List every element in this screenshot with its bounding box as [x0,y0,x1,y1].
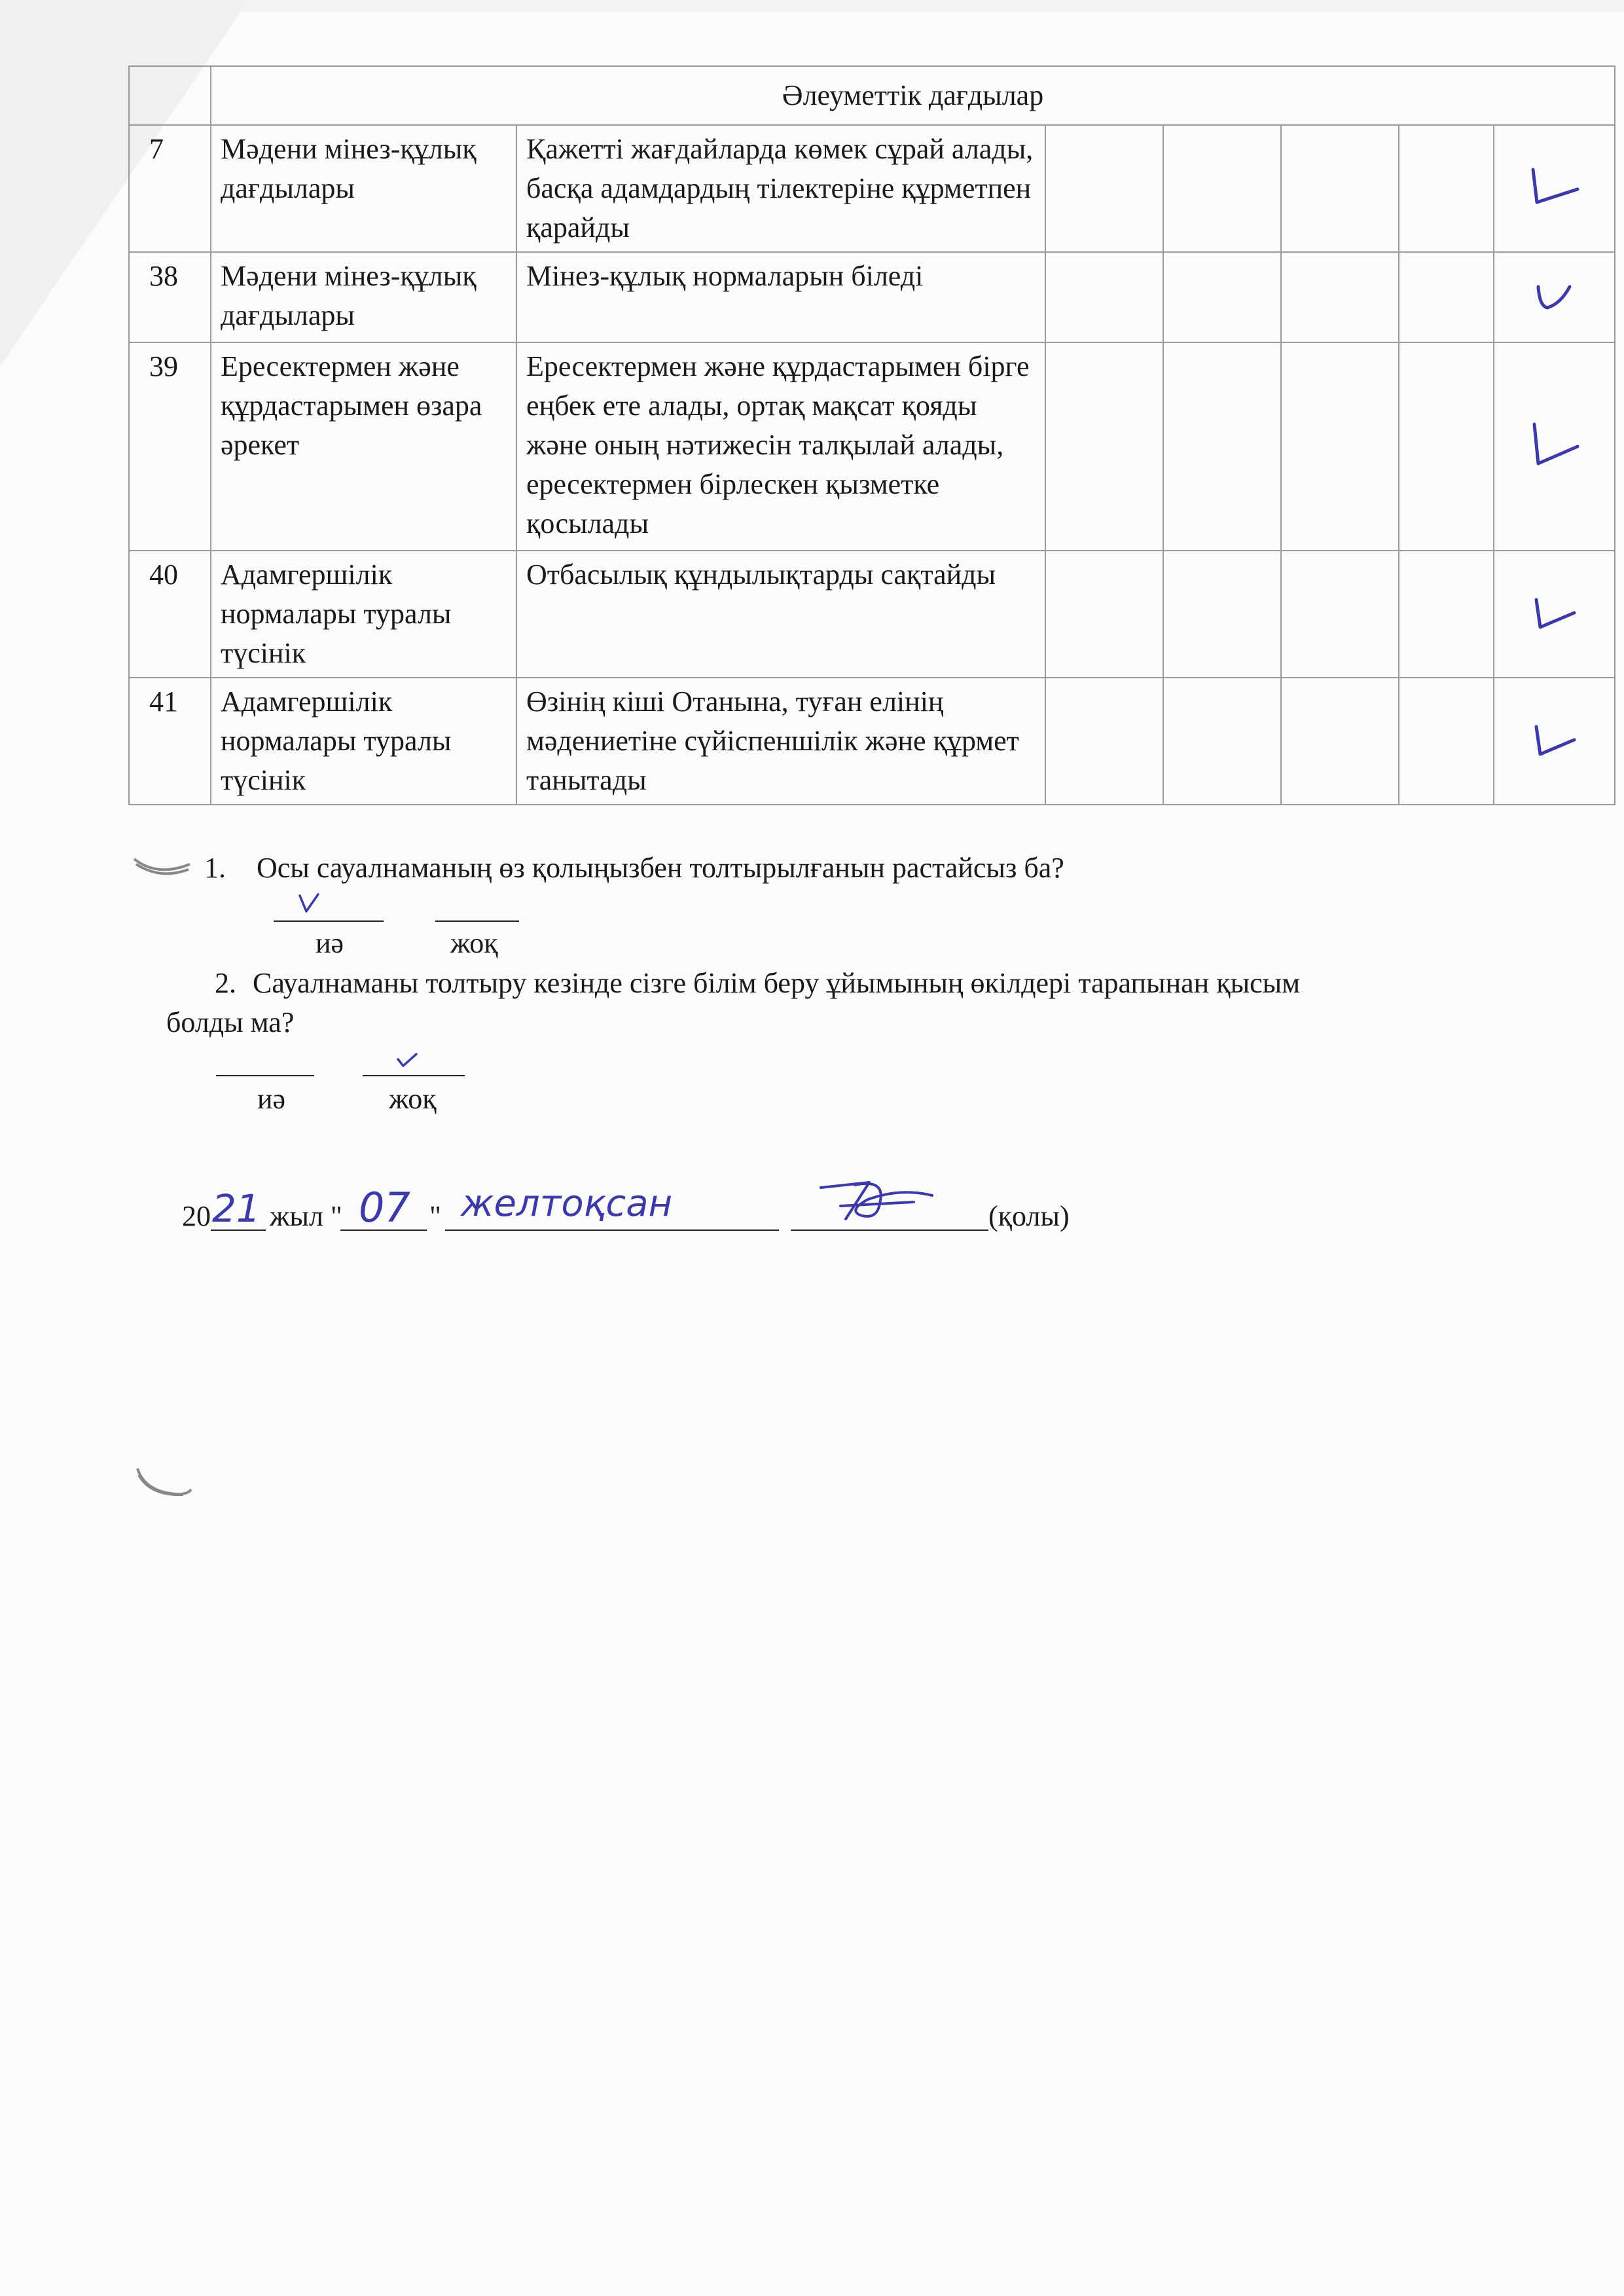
description-cell: Мінез-құлық нормаларын біледі [516,252,1045,342]
year-handwritten: 21 [212,1186,261,1231]
rating-cell-marked[interactable] [1494,252,1615,342]
rating-cell-marked[interactable] [1494,125,1615,252]
skill-cell: Мәдени мінез-құлық дағдылары [211,125,516,252]
rating-cell[interactable] [1163,342,1281,551]
no-label: жоқ [389,1083,437,1115]
check-mark-icon [1525,166,1584,211]
rating-cell[interactable] [1163,678,1281,805]
signature-line[interactable] [791,1230,988,1231]
yes-label: иә [316,927,344,959]
skills-table [128,65,1615,805]
signature-icon [809,1173,940,1239]
rating-cell-marked[interactable] [1494,551,1615,678]
no-answer-line[interactable] [435,920,519,922]
table-row [129,342,1615,551]
skill-cell: Мәдени мінез-құлық дағдылары [211,252,516,342]
yes-label: иә [257,1083,286,1115]
question-text: Осы сауалнаманың өз қолыңызбен толтырылғанын растайсыз ба? [257,852,1064,884]
check-mark-icon [1528,721,1581,761]
year-prefix: 20 [182,1200,211,1232]
rating-cell[interactable] [1045,342,1163,551]
no-label: жоқ [450,927,498,959]
question-2 [215,964,1300,1003]
no-answer-line[interactable] [363,1075,465,1076]
rating-cell[interactable] [1399,342,1494,551]
description-cell: Отбасылық құндылықтарды сақтайды [516,551,1045,678]
skill-cell: Ересектермен және құрдастарымен өзара әрекет [211,342,516,551]
yes-answer-line[interactable] [274,920,384,922]
check-mark-icon [296,892,322,915]
row-number: 7 [129,125,211,252]
description-cell: Қажетті жағдайларда көмек сұрай алады, басқа адамдардың тілектеріне құрметпен қарайды [516,125,1045,252]
question-text: Сауалнаманы толтыру кезінде сізге білім беру ұйымының өкілдері тарапынан қысым [253,967,1301,999]
rating-cell[interactable] [1281,342,1399,551]
table-row [129,551,1615,678]
rating-cell[interactable] [1281,551,1399,678]
check-mark-icon [394,1050,420,1070]
check-mark-icon [1532,278,1578,317]
check-mark-icon [1528,594,1581,634]
row-number: 38 [129,252,211,342]
quote-mark: " [429,1200,441,1232]
rating-cell[interactable] [1399,551,1494,678]
question-number: 1. [204,852,226,884]
rating-cell[interactable] [1163,551,1281,678]
day-line[interactable] [340,1230,427,1231]
rating-cell[interactable] [1045,678,1163,805]
rating-cell[interactable] [1399,125,1494,252]
table-row [129,125,1615,252]
staple-mark-icon [131,851,196,881]
rating-cell[interactable] [1163,252,1281,342]
check-mark-icon [1525,420,1584,473]
table-row [129,678,1615,805]
rating-cell-marked[interactable] [1494,342,1615,551]
question-number: 2. [215,967,236,999]
month-line[interactable] [445,1230,779,1231]
row-number: 40 [129,551,211,678]
rating-cell[interactable] [1281,125,1399,252]
rating-cell[interactable] [1045,252,1163,342]
table-row [129,252,1615,342]
day-handwritten: 07 [359,1184,410,1231]
rating-cell[interactable] [1281,678,1399,805]
staple-mark-icon [131,1463,196,1503]
rating-cell[interactable] [1045,551,1163,678]
rating-cell[interactable] [1045,125,1163,252]
section-title: Әлеуметтік дағдылар [211,66,1615,125]
rating-cell[interactable] [1281,252,1399,342]
skill-cell: Адамгершілік нормалары туралы түсінік [211,678,516,805]
rating-cell-marked[interactable] [1494,678,1615,805]
row-number: 41 [129,678,211,805]
year-suffix: жыл " [270,1200,342,1232]
rating-cell[interactable] [1399,252,1494,342]
signature-label: (қолы) [988,1200,1070,1232]
description-cell: Ересектермен және құрдастарымен бірге еңбек ете алады, ортақ мақсат қояды және оның нәтижесін талқылай алады, ересектермен бірлескен қызметке қосылады [516,342,1045,551]
row-number: 39 [129,342,211,551]
skill-cell: Адамгершілік нормалары туралы түсінік [211,551,516,678]
year-line[interactable] [211,1230,266,1231]
month-handwritten: желтоқсан [461,1182,673,1225]
description-cell: Өзінің кіші Отанына, туған елінің мәдениетіне сүйіспеншілік және құрмет танытады [516,678,1045,805]
rating-cell[interactable] [1163,125,1281,252]
yes-answer-line[interactable] [216,1075,314,1076]
section-header-row [129,66,1615,125]
question-1 [204,848,1064,888]
rating-cell[interactable] [1399,678,1494,805]
question-2-continued: болды ма? [166,1006,295,1038]
